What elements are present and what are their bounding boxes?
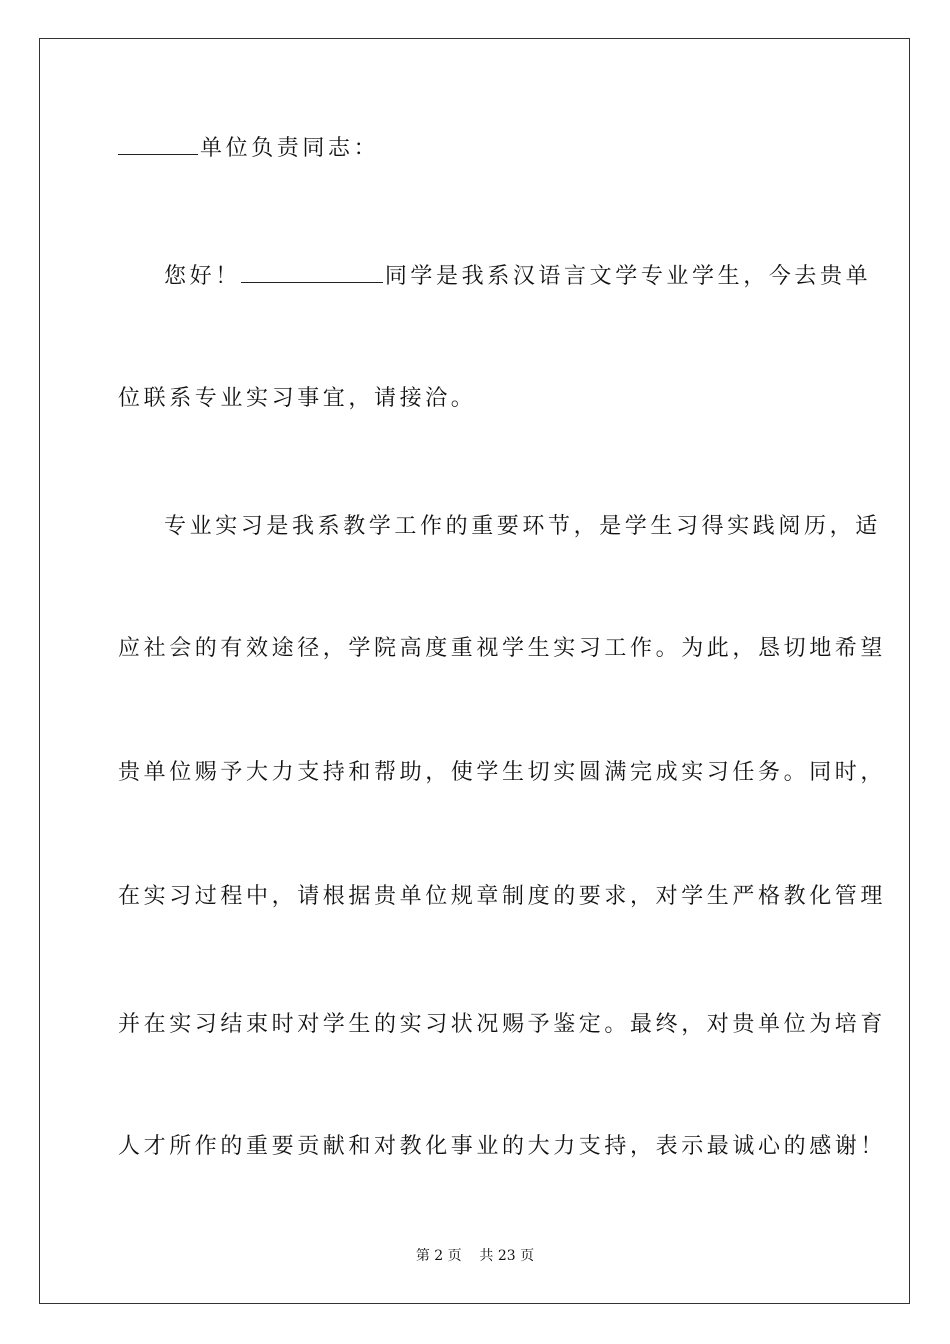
paragraph-2-line-2: 应社会的有效途径，学院高度重视学生实习工作。为此，恳切地希望 bbox=[118, 636, 887, 661]
paragraph-1-line-1 bbox=[118, 262, 872, 292]
salutation-text: 单位负责同志： bbox=[200, 136, 380, 161]
paragraph-2-line-4: 在实习过程中，请根据贵单位规章制度的要求，对学生严格教化管理 bbox=[118, 884, 887, 909]
student-name-blank bbox=[241, 262, 383, 283]
page-footer: 第 2 页 共 23 页 bbox=[415, 1248, 535, 1264]
salutation-line bbox=[118, 134, 838, 164]
paragraph-2-line-5: 并在实习结束时对学生的实习状况赐予鉴定。最终，对贵单位为培育 bbox=[118, 1012, 887, 1037]
paragraph-2-line-6: 人才所作的重要贡献和对教化事业的大力支持，表示最诚心的感谢！ bbox=[118, 1134, 887, 1159]
paragraph-1-text: 同学是我系汉语言文学专业学生，今去贵单 bbox=[384, 264, 872, 289]
paragraph-2-line-1: 专业实习是我系教学工作的重要环节，是学生习得实践阅历，适 bbox=[164, 514, 881, 539]
page-border bbox=[39, 38, 910, 1304]
paragraph-1-line-2: 位联系专业实习事宜，请接洽。 bbox=[118, 386, 477, 411]
paragraph-2-line-3: 贵单位赐予大力支持和帮助，使学生切实圆满完成实习任务。同时， bbox=[118, 760, 887, 785]
greeting-text: 您好！ bbox=[164, 264, 241, 289]
unit-name-blank bbox=[118, 134, 198, 155]
